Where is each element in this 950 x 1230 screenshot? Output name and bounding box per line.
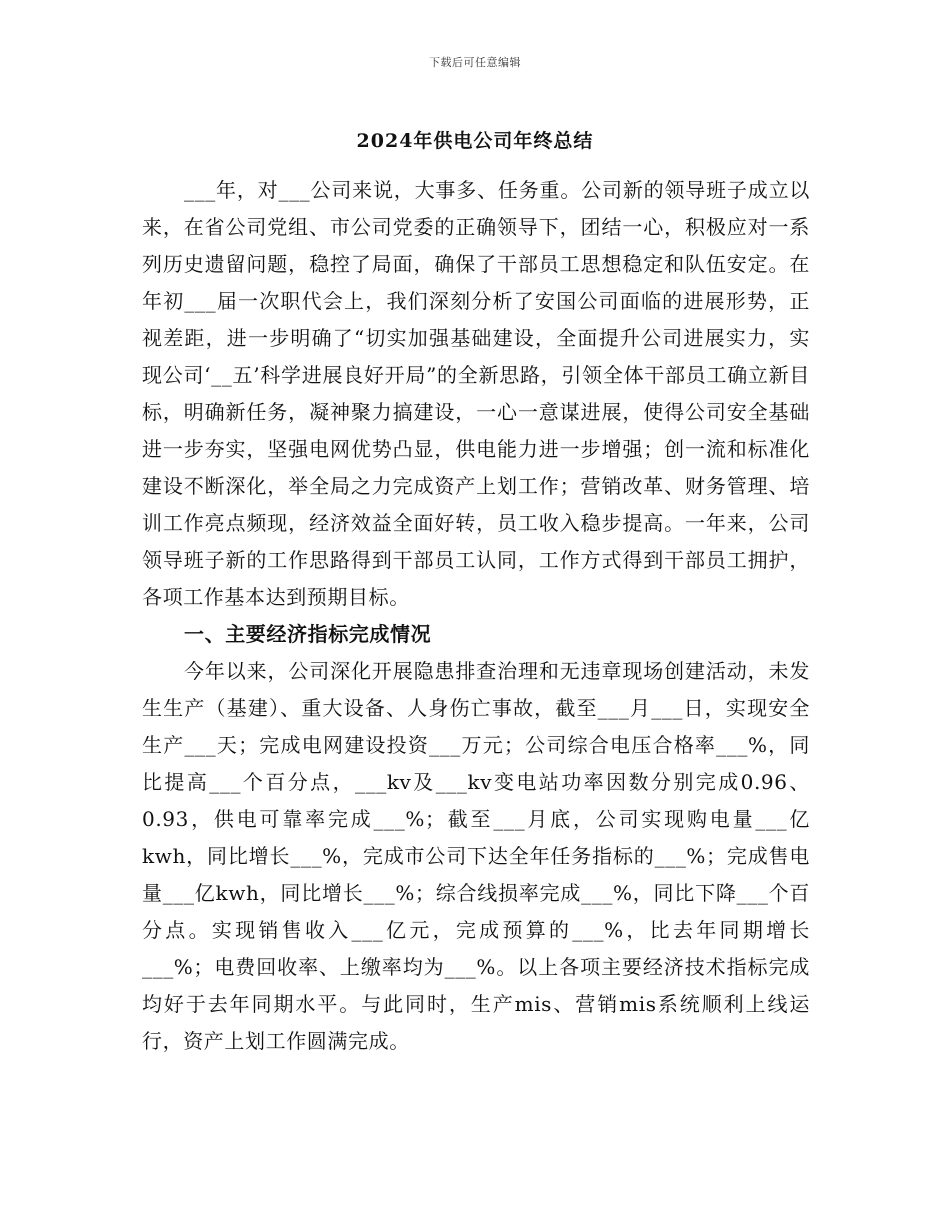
document-title: 2024年供电公司年终总结: [356, 130, 594, 152]
section-heading: 一、主要经济指标完成情况: [184, 622, 432, 646]
header-note: 下载后可任意编辑: [429, 56, 521, 69]
intro-paragraph: ___年，对___公司来说，大事多、任务重。公司新的领导班子成立以来，在省公司党组、市公司党委的正确领导下，团结一心，积极应对一系列历史遗留问题，稳控了局面，确保了干部员工思想稳定和队伍安定。在年初___届一次职代会上，我们深刻分析了安国公司面临的进展形势，正视差距，进一步明确了“切实加强基础建设，全面提升公司进展实力，实现公司‘__五’科学进展良好开局”的全新思路，引领全体干部员工确立新目标，明确新任务，凝神聚力搞建设，一心一意谋进展，使得公司安全基础进一步夯实，坚强电网优势凸显，供电能力进一步增强；创一流和标准化建设不断深化，举全局之力完成资产上划工作；营销改革、财务管理、培训工作亮点频现，经济效益全面好转，员工收入稳步提高。一年来，公司领导班子新的工作思路得到干部员工认同，工作方式得到干部员工拥护，各项工作基本达到预期目标。: [142, 178, 810, 609]
indicators-paragraph: 今年以来，公司深化开展隐患排查治理和无违章现场创建活动，未发生生产（基建）、重大设备、人身伤亡事故，截至___月___日，实现安全生产___天；完成电网建设投资___万元；公司综合电压合格率___%，同比提高___个百分点，___kv及___kv变电站功率因数分别完成0.96、0.93，供电可靠率完成___%；截至___月底，公司实现购电量___亿kwh，同比增长___%，完成市公司下达全年任务指标的___%；完成售电量___亿kwh，同比增长___%；综合线损率完成___%，同比下降___个百分点。实现销售收入___亿元，完成预算的___%，比去年同期增长___%；电费回收率、上缴率均为___%。以上各项主要经济技术指标完成均好于去年同期水平。与此同时，生产mis、营销mis系统顺利上线运行，资产上划工作圆满完成。: [142, 659, 810, 1053]
document-body: [142, 172, 810, 1060]
